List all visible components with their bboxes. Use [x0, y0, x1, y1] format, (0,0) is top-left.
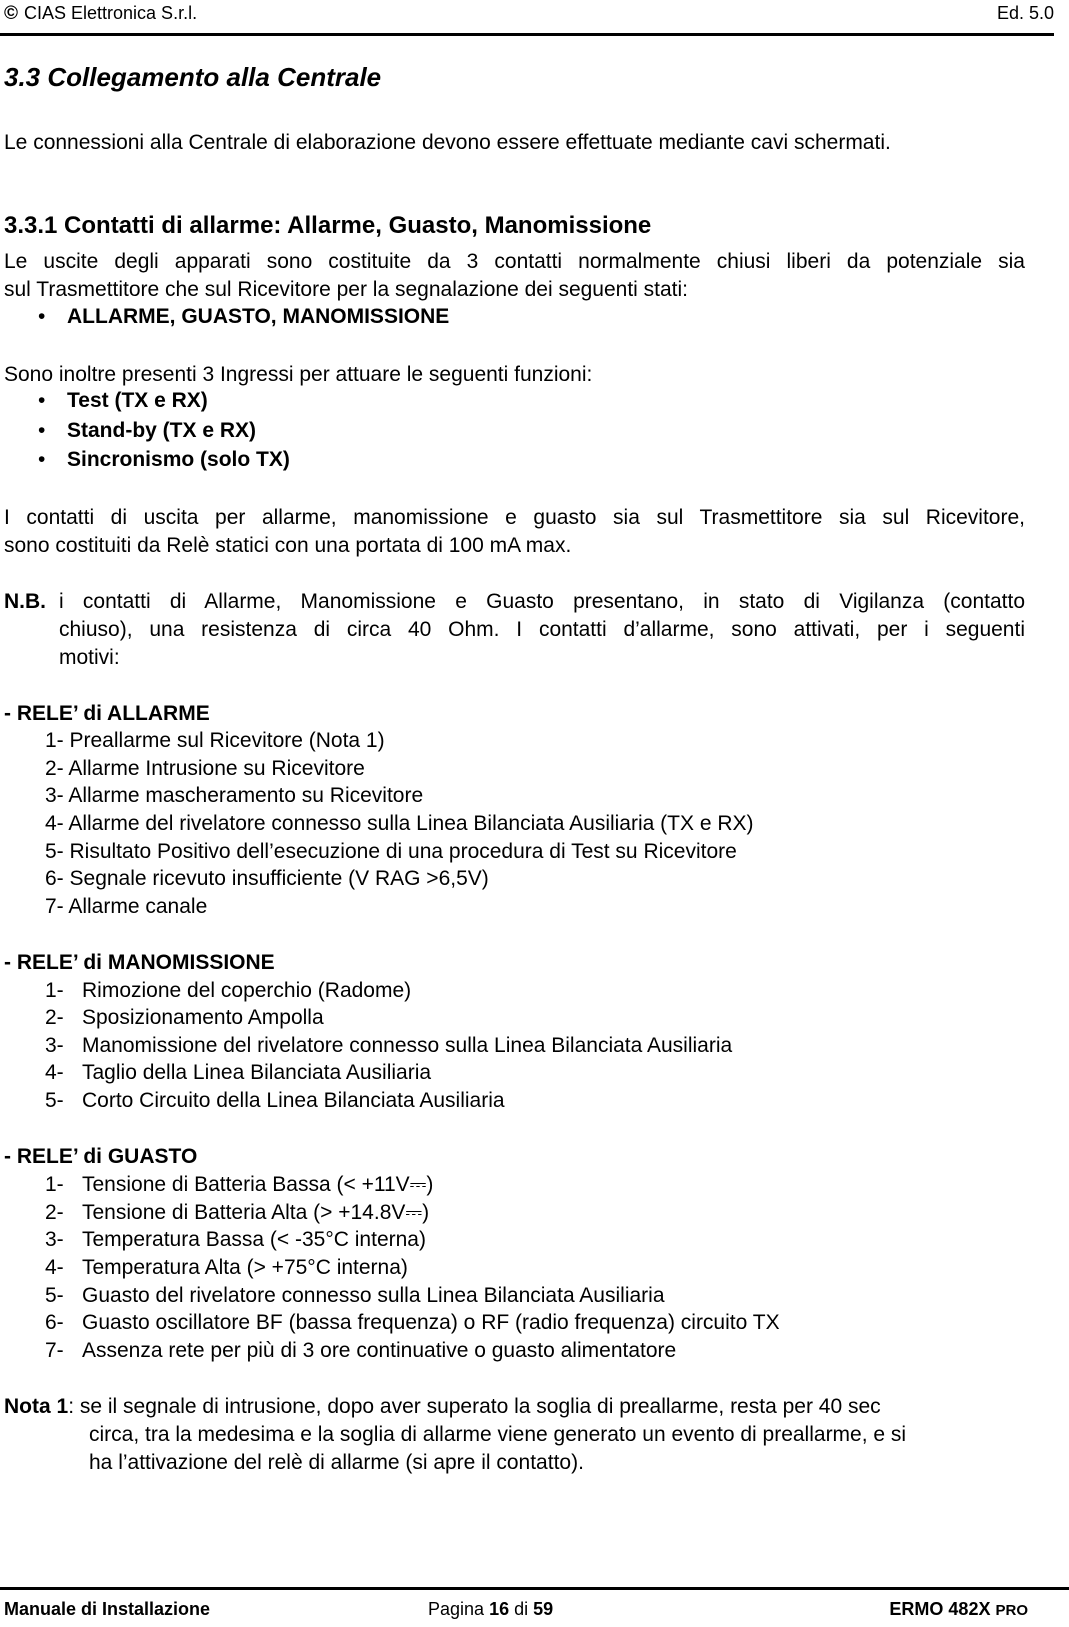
item-text: Temperatura Bassa (< -35°C interna): [82, 1228, 426, 1251]
item-number: 7-: [45, 1339, 64, 1362]
list-item: 2- Allarme Intrusione su Ricevitore: [45, 757, 365, 780]
item-number: 6-: [45, 1311, 64, 1334]
list-item: 7- Allarme canale: [45, 895, 208, 918]
subsection-title: 3.3.1 Contatti di allarme: Allarme, Guasto, Manomissione: [4, 212, 652, 239]
nb-line3: motivi:: [59, 646, 120, 669]
page-prefix: Pagina: [428, 1599, 485, 1619]
list-item: [45, 977, 411, 1005]
company-name: CIAS Elettronica S.r.l.: [24, 3, 198, 23]
item-text: Taglio della Linea Bilanciata Ausiliaria: [82, 1061, 432, 1084]
item-number: 2-: [45, 1006, 64, 1029]
nb-line2: chiuso), una resistenza di circa 40 Ohm. I contatti d’allarme, sono attivati, per i seguenti: [59, 618, 1025, 641]
inputs-intro: Sono inoltre presenti 3 Ingressi per attuare le seguenti funzioni:: [4, 363, 593, 386]
bullet-text: ALLARME, GUASTO, MANOMISSIONE: [67, 305, 450, 328]
product-suffix: PRO: [995, 1602, 1028, 1619]
list-item: 4- Allarme del rivelatore connesso sulla Linea Bilanciata Ausiliaria (TX e RX): [45, 812, 754, 835]
list-item: [45, 1226, 426, 1254]
bullet-text: Sincronismo (solo TX): [67, 448, 290, 471]
list-item: 1- Preallarme sul Ricevitore (Nota 1): [45, 729, 385, 752]
list-item: [38, 448, 290, 472]
item-text: Guasto oscillatore BF (bassa frequenza) o RF (radio frequenza) circuito TX: [82, 1311, 780, 1334]
item-text: Rimozione del coperchio (Radome): [82, 979, 412, 1002]
list-item: [38, 305, 450, 329]
contacts-paragraph-line2: sono costituiti da Relè statici con una portata di 100 mA max.: [4, 534, 572, 557]
item-text: Sposizionamento Ampolla: [82, 1006, 324, 1029]
list-item: [45, 1282, 665, 1310]
bullet-text: Stand-by (TX e RX): [67, 419, 257, 442]
relay-tamper-title: - RELE’ di MANOMISSIONE: [4, 951, 275, 974]
list-item: 3- Allarme mascheramento su Ricevitore: [45, 784, 424, 807]
note-line1: [4, 1393, 881, 1421]
item-text: Tensione di Batteria Alta (> +14.8V⎓): [82, 1201, 430, 1224]
header-company: [4, 3, 197, 25]
section-title: 3.3 Collegamento alla Centrale: [4, 62, 382, 92]
item-number: 5-: [45, 1089, 64, 1112]
note-text: : se il segnale di intrusione, dopo aver superato la soglia di preallarme, resta per 40 sec: [68, 1395, 881, 1418]
item-number: 3-: [45, 1228, 64, 1251]
item-text: Temperatura Alta (> +75°C interna): [82, 1256, 408, 1279]
page-current: 16: [489, 1599, 510, 1619]
item-number: 1-: [45, 1173, 64, 1196]
note-line3: ha l’attivazione del relè di allarme (si apre il contatto).: [89, 1451, 584, 1474]
page-total: 59: [533, 1599, 554, 1619]
item-number: 4-: [45, 1256, 64, 1279]
outputs-paragraph-line1: Le uscite degli apparati sono costituite da 3 contatti normalmente chiusi liberi da potenziale sia: [4, 250, 1025, 273]
item-number: 1-: [45, 979, 64, 1002]
item-text: Assenza rete per più di 3 ore continuative o guasto alimentatore: [82, 1339, 677, 1362]
list-item: 5- Risultato Positivo dell’esecuzione di una procedura di Test su Ricevitore: [45, 840, 737, 863]
outputs-paragraph-line2: sul Trasmettitore che sul Ricevitore per la segnalazione dei seguenti stati:: [4, 278, 689, 301]
list-item: [45, 1254, 408, 1282]
footer-product: [889, 1599, 1028, 1620]
list-item: [38, 389, 208, 413]
bullet-icon: •: [38, 448, 46, 471]
list-item: [45, 1004, 324, 1032]
list-item: 6- Segnale ricevuto insufficiente (V RAG >6,5V): [45, 867, 489, 890]
page-number: [428, 1599, 553, 1620]
list-item: [45, 1199, 429, 1227]
list-item: [45, 1059, 431, 1087]
product-name: ERMO 482X: [889, 1599, 991, 1619]
bullet-icon: •: [38, 305, 46, 328]
item-number: 2-: [45, 1201, 64, 1224]
item-number: 3-: [45, 1034, 64, 1057]
nb-label: N.B.: [4, 590, 46, 613]
header-edition: Ed. 5.0: [996, 3, 1054, 23]
bullet-icon: •: [38, 389, 46, 412]
list-item: [45, 1032, 732, 1060]
nb-line1: i contatti di Allarme, Manomissione e Guasto presentano, in stato di Vigilanza (contatto: [59, 590, 1025, 613]
page-of: di: [514, 1599, 529, 1619]
relay-alarm-title: - RELE’ di ALLARME: [4, 702, 210, 725]
item-text: Corto Circuito della Linea Bilanciata Ausiliaria: [82, 1089, 505, 1112]
item-text: Guasto del rivelatore connesso sulla Linea Bilanciata Ausiliaria: [82, 1284, 665, 1307]
list-item: [45, 1337, 676, 1365]
list-item: [45, 1087, 505, 1115]
bullet-icon: •: [38, 419, 46, 442]
relay-fault-title: - RELE’ di GUASTO: [4, 1145, 198, 1168]
list-item: [45, 1309, 780, 1337]
header-divider: [0, 33, 1054, 36]
footer-divider: [0, 1587, 1069, 1590]
list-item: [45, 1171, 433, 1199]
note-line2: circa, tra la medesima e la soglia di allarme viene generato un evento di preallarme, e si: [89, 1423, 907, 1446]
contacts-paragraph-line1: I contatti di uscita per allarme, manomissione e guasto sia sul Trasmettitore sia sul Ricevitore,: [4, 506, 1025, 529]
item-text: Tensione di Batteria Bassa (< +11V⎓): [82, 1173, 434, 1196]
bullet-text: Test (TX e RX): [67, 389, 208, 412]
item-number: 5-: [45, 1284, 64, 1307]
note-label: Nota 1: [4, 1395, 69, 1418]
footer-manual-title: Manuale di Installazione: [4, 1599, 211, 1619]
item-number: 4-: [45, 1061, 64, 1084]
section-intro: Le connessioni alla Centrale di elaborazione devono essere effettuate mediante cavi schermati.: [4, 131, 891, 154]
list-item: [38, 419, 257, 443]
item-text: Manomissione del rivelatore connesso sulla Linea Bilanciata Ausiliaria: [82, 1034, 733, 1057]
copyright-icon: ©: [4, 3, 18, 24]
